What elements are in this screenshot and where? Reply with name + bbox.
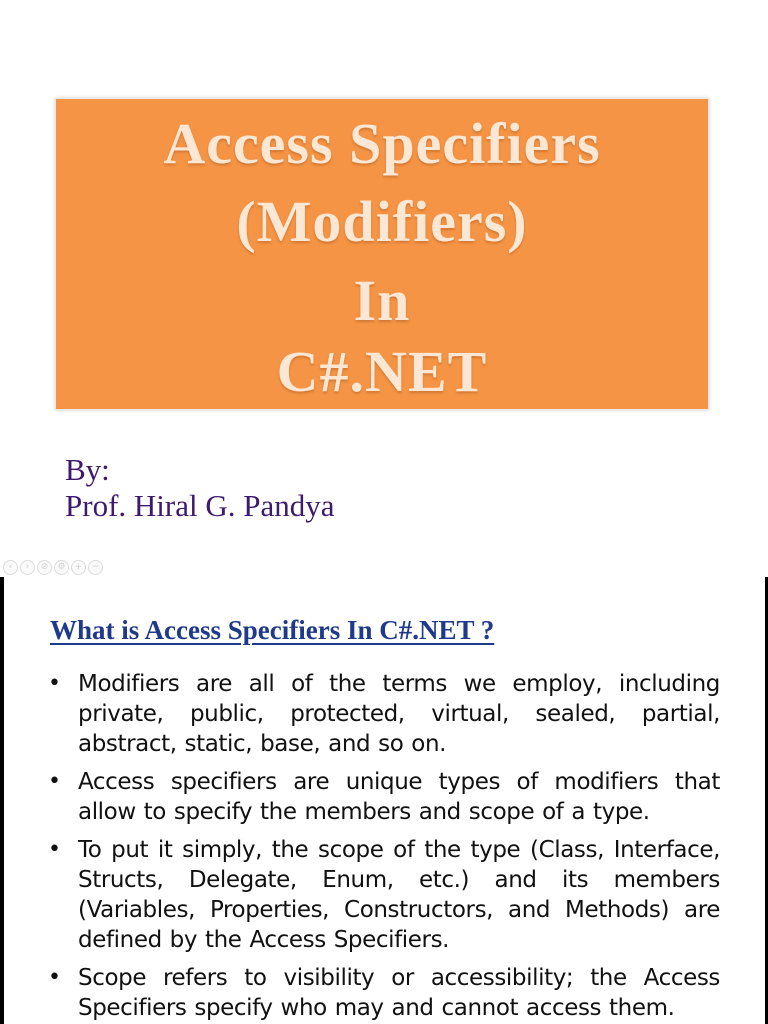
- bullet-icon: •: [48, 965, 61, 990]
- list-item: [40, 767, 720, 827]
- bullet-text: Access specifiers are unique types of modifiers that allow to specify the members and scope of a type.: [78, 769, 720, 825]
- list-item: [40, 963, 720, 1023]
- bullet-icon: •: [48, 769, 61, 794]
- share-icon[interactable]: ⚙: [54, 560, 69, 575]
- list-item: [40, 669, 720, 759]
- slide-heading: What is Access Specifiers In C#.NET ?: [50, 615, 495, 645]
- bullet-text: To put it simply, the scope of the type (Class, Interface, Structs, Delegate, Enum, etc.) and its members (Variables, Properties, Constructors, and Methods) are defined by the Access Specifiers.: [78, 837, 720, 953]
- title-line-2: (Modifiers): [236, 189, 528, 254]
- bullet-text: Scope refers to visibility or accessibility; the Access Specifiers specify who may and cannot access them.: [78, 965, 720, 1021]
- title-box: [55, 98, 709, 410]
- bullet-list: [40, 669, 720, 1024]
- forward-icon[interactable]: ›: [20, 560, 35, 575]
- bullet-icon: •: [48, 671, 61, 696]
- zoom-in-icon[interactable]: +: [71, 560, 86, 575]
- bullet-text: Modifiers are all of the terms we employ, including private, public, protected, virtual, sealed, partial, abstract, static, base, and so on.: [78, 671, 720, 757]
- viewer-controls: [3, 558, 103, 576]
- author-name: Prof. Hiral G. Pandya: [65, 488, 335, 523]
- zoom-out-icon[interactable]: −: [88, 560, 103, 575]
- title-line-4: C#.NET: [276, 339, 488, 404]
- author-block: [65, 452, 334, 524]
- edit-icon[interactable]: ⊘: [37, 560, 52, 575]
- author-label: By:: [65, 452, 110, 487]
- title-line-3: In: [353, 268, 411, 333]
- slide-border-left: [0, 577, 4, 1024]
- title-line-1: Access Specifiers: [163, 111, 601, 176]
- back-icon[interactable]: ‹: [3, 560, 18, 575]
- list-item: [40, 835, 720, 955]
- bullet-icon: •: [48, 837, 61, 862]
- content-slide: [0, 577, 768, 1024]
